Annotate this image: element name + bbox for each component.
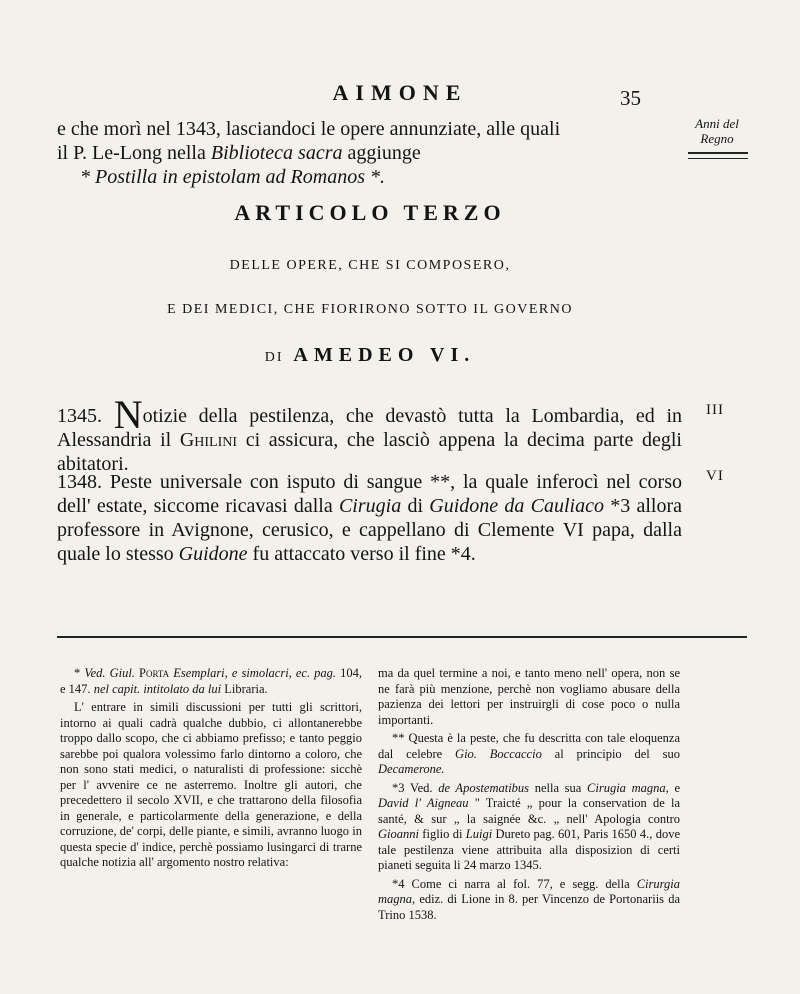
- footnotes-right-column: [378, 666, 680, 926]
- intro-line-2-text: il P. Le-Long nella: [57, 142, 211, 164]
- subtitle-3-prefix: DI: [264, 350, 284, 365]
- footnote-1: [60, 666, 362, 697]
- intro-line-2-tail: aggiunge: [342, 142, 421, 164]
- fn3-b: de Apostematibus: [438, 780, 530, 795]
- dropcap-n: N: [113, 392, 143, 437]
- footnote-note: L' entrare in simili discussioni per tutti gli scrittori, intorno ai quali cadrà qualche dubbio, ci allontanerebbe troppo dallo scopo, che ci abbiamo prefisso; e tanto peggio sarebbe poi qualora volessimo farlo dintorno a coloro, che non sono stati medici, o naturalisti di professione: sicchè per l' avvenire ce ne asterremo. Inoltre gli autori, che precedettero il secolo XVII, e che trattarono della filosofia in generale, e particolarmente della generazione, e della corruzione, de' corpi, delle piante, e simili, avranno luogo in questa specie d' indice, perchè possiamo lusingarci di trarne qualche notizia all' argomento nostro relativa:: [60, 700, 362, 869]
- article-subtitle-2: E DEI MEDICI, CHE FIORIRONO SOTTO IL GOVERNO: [167, 302, 573, 317]
- fn1-author: Porta: [134, 666, 174, 680]
- footnotes-left-column: [60, 666, 362, 874]
- fn3-g: " Traicté „ pour la conservation de la santé, & sur „ la saignée &c. „ nell' Apologia contro: [378, 796, 680, 826]
- footnote-2: [378, 731, 680, 778]
- p2-italic-3: Guidone: [178, 543, 248, 565]
- p2-text-b: di: [401, 495, 430, 517]
- p1-name: Ghilini: [179, 429, 238, 451]
- fn3-c: nella sua: [529, 780, 588, 795]
- fn2-c: al principio del suo: [541, 746, 680, 761]
- fn4-a: *4 Come ci narra al fol. 77, e segg. della: [392, 876, 637, 891]
- fn3-i: figlio di: [418, 827, 466, 841]
- p2-text-a: Peste universale con isputo di sangue **, la quale inferocì nel corso dell' estate, siccome ricavasi dalla: [57, 471, 682, 517]
- fn1-tail: Libraria.: [221, 681, 268, 696]
- p1-text-b: ci assicura, che lasciò appena la decima parte degli abitatori.: [57, 429, 682, 475]
- fn2-a: ** Questa è la peste, che fu descritta con tale eloquenza dal celebre: [378, 731, 680, 761]
- article-subtitle-1: DELLE OPERE, CHE SI COMPOSERO,: [229, 258, 511, 273]
- article-title: ARTICOLO TERZO: [234, 200, 506, 225]
- paragraph-1348: [57, 470, 682, 566]
- intro-line-3: * Postilla in epistolam ad Romanos *.: [80, 166, 385, 188]
- fn4-c: , ediz. di Lione in 8. per Vincenzo de Portonariis da Trino 1538.: [378, 892, 680, 922]
- p2-italic-1: Cirugia: [338, 495, 402, 517]
- paragraph-1345: [57, 392, 682, 476]
- p1-text-a: otizie della pestilenza, che devastò tutta la Lombardia, ed in Alessandria il: [57, 405, 682, 451]
- footnote-4: [378, 877, 680, 924]
- running-head-title: AIMONE: [332, 80, 468, 105]
- p2-text-c: *3 allora professore in Avignone, cerusico, e cappellano di Clemente: [57, 495, 683, 541]
- intro-line-1: e che morì nel 1343, lasciandoci le opere annunziate, alle quali: [57, 118, 561, 140]
- fn1-chapter: nel capit. intitolato da lui: [93, 681, 222, 696]
- margin-year-1: III: [706, 402, 724, 418]
- fn2-d: Decamerone.: [378, 762, 445, 776]
- fn4-b: Cirurgia magna: [378, 876, 680, 906]
- fn3-f: David l' Aigneau: [378, 796, 469, 810]
- footnote-divider: [57, 636, 747, 638]
- year-1348: 1348.: [57, 471, 102, 493]
- p2-italic-2: Guidone da Cauliaco: [429, 495, 604, 517]
- article-subtitle-3: [0, 344, 740, 367]
- margin-year-2: VI: [706, 468, 724, 484]
- intro-line-2-italic: Biblioteca sacra: [210, 142, 343, 164]
- fn3-a: *3 Ved.: [392, 780, 439, 795]
- intro-line-2: [57, 141, 682, 165]
- fn3-j: Luigi: [465, 827, 493, 841]
- fn3-e: , e: [665, 780, 680, 795]
- footnote-3: [378, 781, 680, 874]
- fn1-ved: Ved. Giul.: [84, 666, 135, 680]
- p2-text-e: fu attaccato verso il fine *4.: [247, 543, 476, 565]
- fn3-h: Gioanni: [378, 827, 419, 841]
- page-number: 35: [620, 86, 641, 110]
- subtitle-3-name: AMEDEO VI.: [293, 344, 476, 366]
- fn1-pages: 104, e 147.: [60, 666, 362, 696]
- p2-text-d: papa, dalla quale lo stesso: [57, 519, 682, 565]
- fn2-b: Gio. Boccaccio: [455, 746, 542, 761]
- fn3-d: Cirugia magna: [587, 780, 666, 795]
- p2-roman: VI: [562, 519, 584, 541]
- fn1-work: Esemplari, e simolacri, ec. pag.: [173, 666, 337, 680]
- margin-label: Anni del Regno: [695, 116, 739, 146]
- footnote-continued: ma da quel termine a noi, e tanto meno nell' opera, non se ne farà più menzione, perchè non vogliamo abusare della pazienza dei lettori per instruirgli di cose poco o nulla importanti.: [378, 666, 680, 727]
- fn1-mark: *: [74, 666, 85, 680]
- margin-rule: [688, 152, 748, 159]
- year-1345: 1345.: [57, 405, 102, 427]
- fn3-k: Dureto pag. 601, Paris 1650 4., dove tale pestilenza viene attribuita alla disposizion di certi pianeti seguita li 24 marzo 1345.: [378, 827, 680, 872]
